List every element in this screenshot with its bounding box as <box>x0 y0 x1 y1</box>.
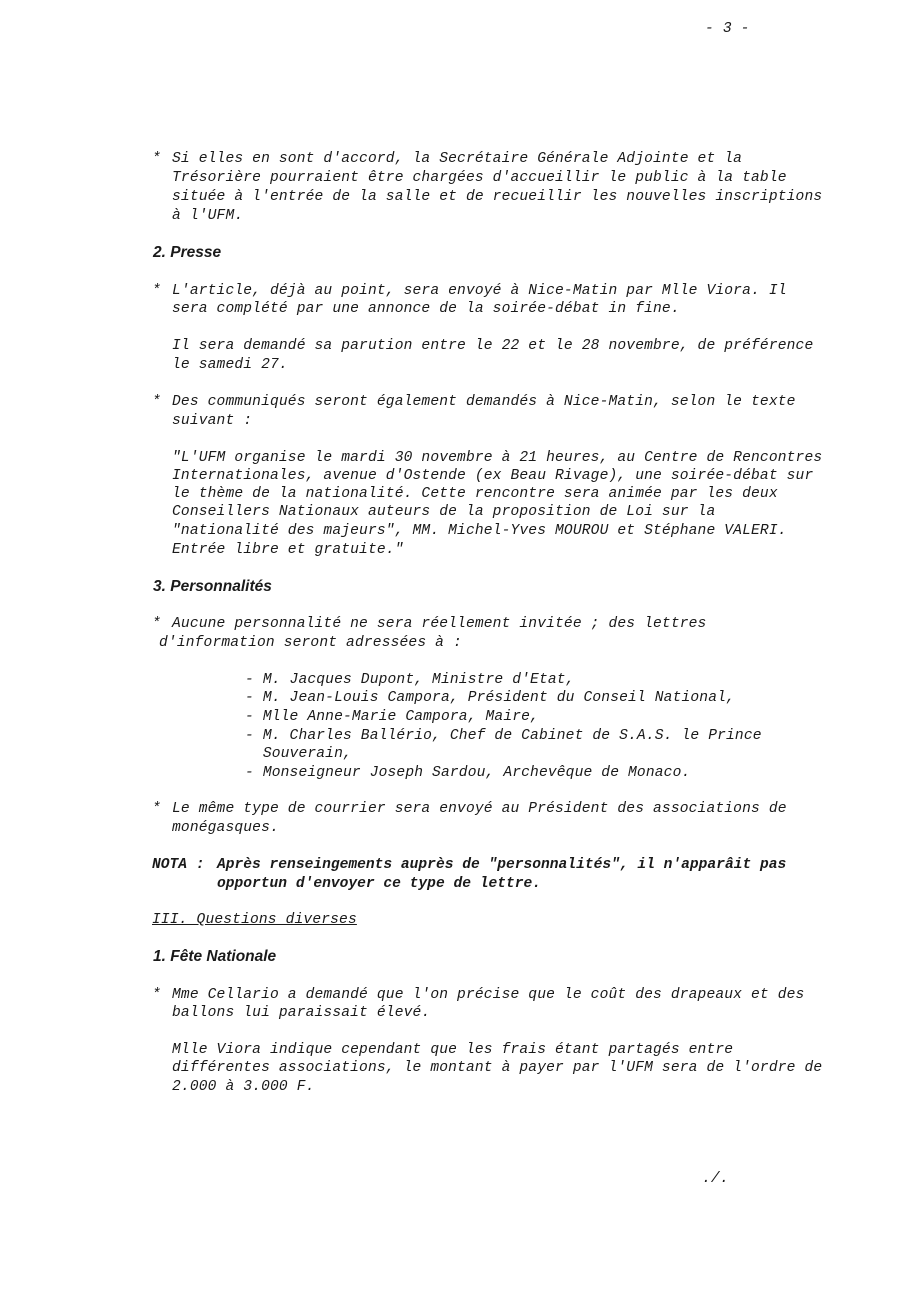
nota-line: Après renseingements auprès de "personnalités", il n'apparâit pas <box>217 857 787 873</box>
quote-line: "nationalité des majeurs", MM. Michel-Yves MOUROU et Stéphane VALERI. <box>172 523 787 539</box>
paragraph-line: suivant : <box>172 413 253 429</box>
quote-line: le thème de la nationalité. Cette rencontre sera animée par les deux <box>172 486 778 502</box>
paragraph-line: 2.000 à 3.000 F. <box>172 1079 315 1095</box>
paragraph-line: Mme Cellario a demandé que l'on précise que le coût des drapeaux et des <box>172 987 805 1003</box>
paragraph-line: d'information seront adressées à : <box>159 635 462 651</box>
paragraph-line: située à l'entrée de la salle et de recueillir les nouvelles inscriptions <box>172 189 823 205</box>
nota-label: NOTA : <box>152 857 205 873</box>
page-number: - 3 - <box>705 21 750 37</box>
continuation-mark: ./. <box>702 1171 729 1187</box>
paragraph-line: différentes associations, le montant à payer par l'UFM sera de l'ordre de <box>172 1060 823 1076</box>
bullet-marker: * <box>152 987 161 1003</box>
quote-line: "L'UFM organise le mardi 30 novembre à 21 heures, au Centre de Rencontres <box>172 450 823 466</box>
paragraph-line: le samedi 27. <box>172 357 288 373</box>
section-title: III. Questions diverses <box>152 912 357 928</box>
paragraph-line: Des communiqués seront également demandés à Nice-Matin, selon le texte <box>172 394 796 410</box>
list-item: - Mlle Anne-Marie Campora, Maire, <box>245 709 539 725</box>
list-item: - M. Charles Ballério, Chef de Cabinet de S.A.S. le Prince <box>245 728 762 744</box>
paragraph-line: Il sera demandé sa parution entre le 22 et le 28 novembre, de préférence <box>172 338 814 354</box>
quote-line: Internationales, avenue d'Ostende (ex Beau Rivage), une soirée-débat sur <box>172 468 814 484</box>
paragraph-line: L'article, déjà au point, sera envoyé à Nice-Matin par Mlle Viora. Il <box>172 283 787 299</box>
paragraph-line: Mlle Viora indique cependant que les frais étant partagés entre <box>172 1042 734 1058</box>
section-heading: 2. Presse <box>153 244 222 261</box>
paragraph-line: à l'UFM. <box>172 208 244 224</box>
list-item: Souverain, <box>245 746 352 762</box>
paragraph-line: Aucune personnalité ne sera réellement invitée ; des lettres <box>172 616 707 632</box>
paragraph-line: Si elles en sont d'accord, la Secrétaire Générale Adjointe et la <box>172 151 743 167</box>
list-item: - Monseigneur Joseph Sardou, Archevêque de Monaco. <box>245 765 691 781</box>
list-item: - M. Jean-Louis Campora, Président du Conseil National, <box>245 690 735 706</box>
bullet-marker: * <box>152 151 161 167</box>
paragraph-line: monégasques. <box>172 820 279 836</box>
paragraph-line: sera complété par une annonce de la soirée-débat in fine. <box>172 301 680 317</box>
nota-line: opportun d'envoyer ce type de lettre. <box>217 876 542 892</box>
bullet-marker: * <box>152 283 161 299</box>
section-heading: 3. Personnalités <box>153 578 272 595</box>
section-heading: 1. Fête Nationale <box>153 948 277 965</box>
list-item: - M. Jacques Dupont, Ministre d'Etat, <box>245 672 575 688</box>
paragraph-line: ballons lui paraissait élevé. <box>172 1005 431 1021</box>
bullet-marker: * <box>152 801 161 817</box>
bullet-marker: * <box>152 394 161 410</box>
quote-line: Conseillers Nationaux auteurs de la proposition de Loi sur la <box>172 504 716 520</box>
paragraph-line: Le même type de courrier sera envoyé au Président des associations de <box>172 801 787 817</box>
bullet-marker: * <box>152 616 161 632</box>
paragraph-line: Trésorière pourraient être chargées d'accueillir le public à la table <box>172 170 787 186</box>
quote-line: Entrée libre et gratuite." <box>172 542 404 558</box>
